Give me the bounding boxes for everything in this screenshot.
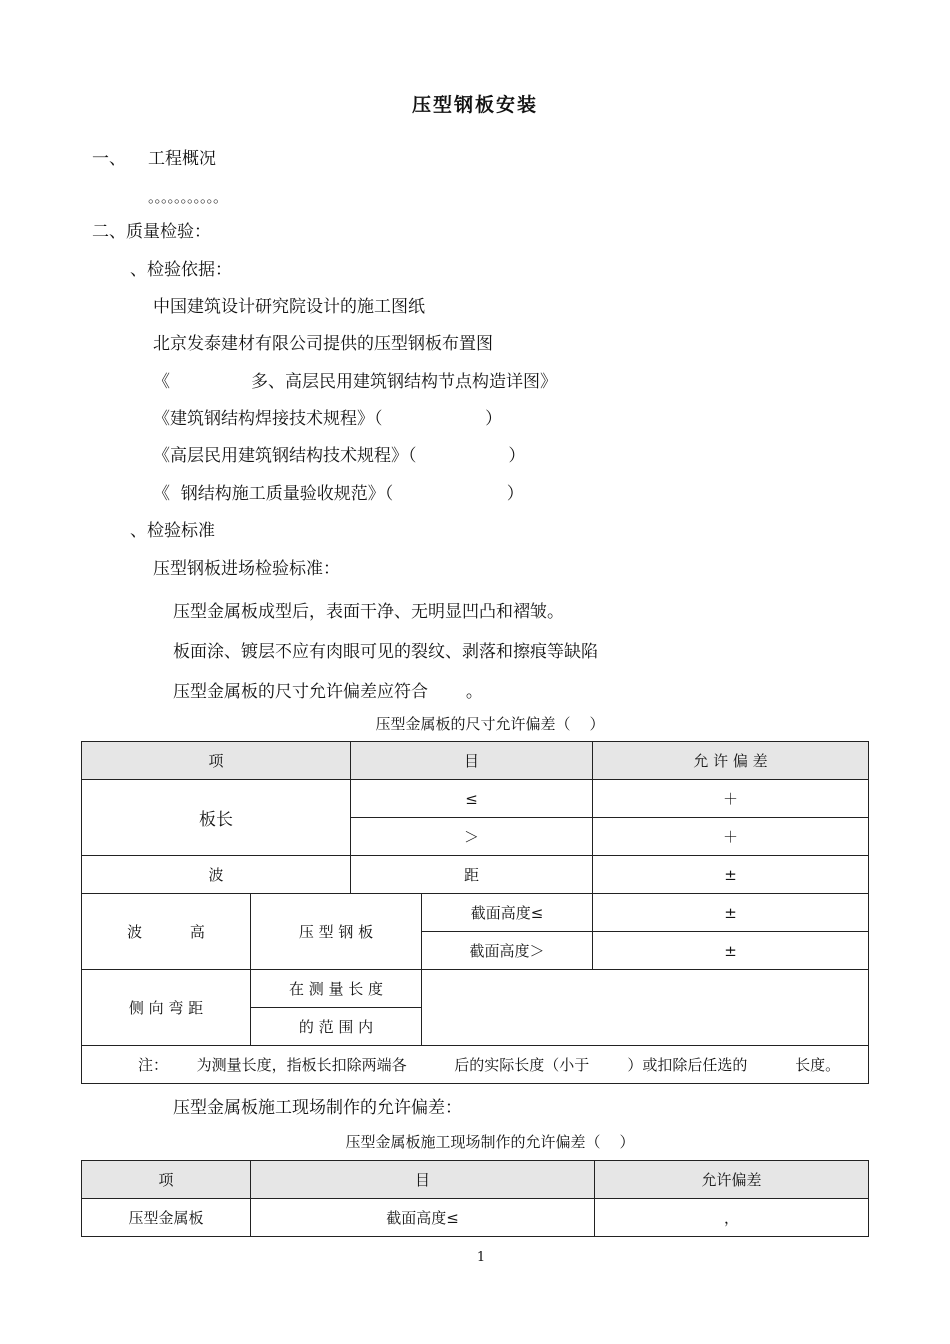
- board-length-gt: ＞: [351, 818, 593, 856]
- board-length-label: 板长: [82, 780, 351, 856]
- basis-item: 《高层民用建筑钢结构技术规程》（ ）: [153, 446, 526, 466]
- standard-point: 压型金属板的尺寸允许偏差应符合 。: [173, 682, 483, 702]
- header-item-left: 项: [82, 742, 351, 780]
- t2-row-condition: 截面高度≤: [251, 1199, 595, 1237]
- wave-height-cond-2: 截面高度＞: [422, 932, 593, 970]
- section1-placeholder: 。。。。。。。。。。。: [148, 188, 228, 206]
- wave-height-tol-1: ±: [593, 894, 869, 932]
- wave-pitch-tol: ±: [593, 856, 869, 894]
- basis-item: 《 钢结构施工质量验收规范》（ ）: [153, 484, 524, 504]
- section1-number: 一、: [92, 149, 126, 169]
- page-title: 压型钢板安装: [411, 94, 538, 116]
- section2-heading: 二、质量检验：: [92, 222, 211, 242]
- basis-item: 《建筑钢结构焊接技术规程》（ ）: [153, 409, 503, 429]
- standard-point: 板面涂、镀层不应有肉眼可见的裂纹、剥落和擦痕等缺陷: [173, 642, 598, 662]
- standard-subheading: 压型钢板进场检验标准：: [153, 559, 340, 579]
- lateral-measure-1: 在 测 量 长 度: [251, 970, 422, 1008]
- wave-pitch-left: 波: [82, 856, 351, 894]
- wave-height-tol-2: ±: [593, 932, 869, 970]
- t2-header-item-left: 项: [82, 1161, 251, 1199]
- t2-header-item-right: 目: [251, 1161, 595, 1199]
- wave-height-cond-1: 截面高度≤: [422, 894, 593, 932]
- page-number: 1: [476, 1250, 486, 1265]
- t2-header-tolerance: 允许偏差: [595, 1161, 869, 1199]
- board-length-le: ≤: [351, 780, 593, 818]
- t2-row-tolerance: ，: [595, 1199, 869, 1237]
- wave-height-sub: 压 型 钢 板: [251, 894, 422, 970]
- basis-item: 中国建筑设计研究院设计的施工图纸: [153, 297, 425, 317]
- standard-point: 压型金属板成型后，表面干净、无明显凹凸和褶皱。: [173, 602, 564, 622]
- table1-caption: 压型金属板的尺寸允许偏差（ ）: [375, 715, 605, 733]
- t2-row-name: 压型金属板: [82, 1199, 251, 1237]
- basis-item: 北京发泰建材有限公司提供的压型钢板布置图: [153, 334, 493, 354]
- header-tolerance: 允 许 偏 差: [593, 742, 869, 780]
- standard-heading: 、检验标准: [130, 521, 215, 541]
- lateral-label: 侧 向 弯 距: [82, 970, 251, 1046]
- tolerance-table: [81, 741, 869, 1084]
- lateral-measure-2: 的 范 围 内: [251, 1008, 422, 1046]
- lateral-tol: [422, 970, 869, 1046]
- fabrication-table: [81, 1160, 869, 1237]
- table1-note: 注： 为测量长度，指板长扣除两端各 后的实际长度（小于 ）或扣除后任选的 长度。: [82, 1046, 869, 1084]
- header-item-right: 目: [351, 742, 593, 780]
- wave-height-label: 波 高: [82, 894, 251, 970]
- section1-heading: 工程概况: [148, 149, 216, 169]
- fabrication-heading: 压型金属板施工现场制作的允许偏差：: [173, 1098, 462, 1118]
- board-length-tol-1: ＋: [593, 780, 869, 818]
- wave-pitch-right: 距: [351, 856, 593, 894]
- table2-caption: 压型金属板施工现场制作的允许偏差（ ）: [345, 1133, 635, 1151]
- basis-item: 《 多、高层民用建筑钢结构节点构造详图》: [153, 372, 558, 392]
- basis-heading: 、检验依据：: [130, 260, 232, 280]
- board-length-tol-2: ＋: [593, 818, 869, 856]
